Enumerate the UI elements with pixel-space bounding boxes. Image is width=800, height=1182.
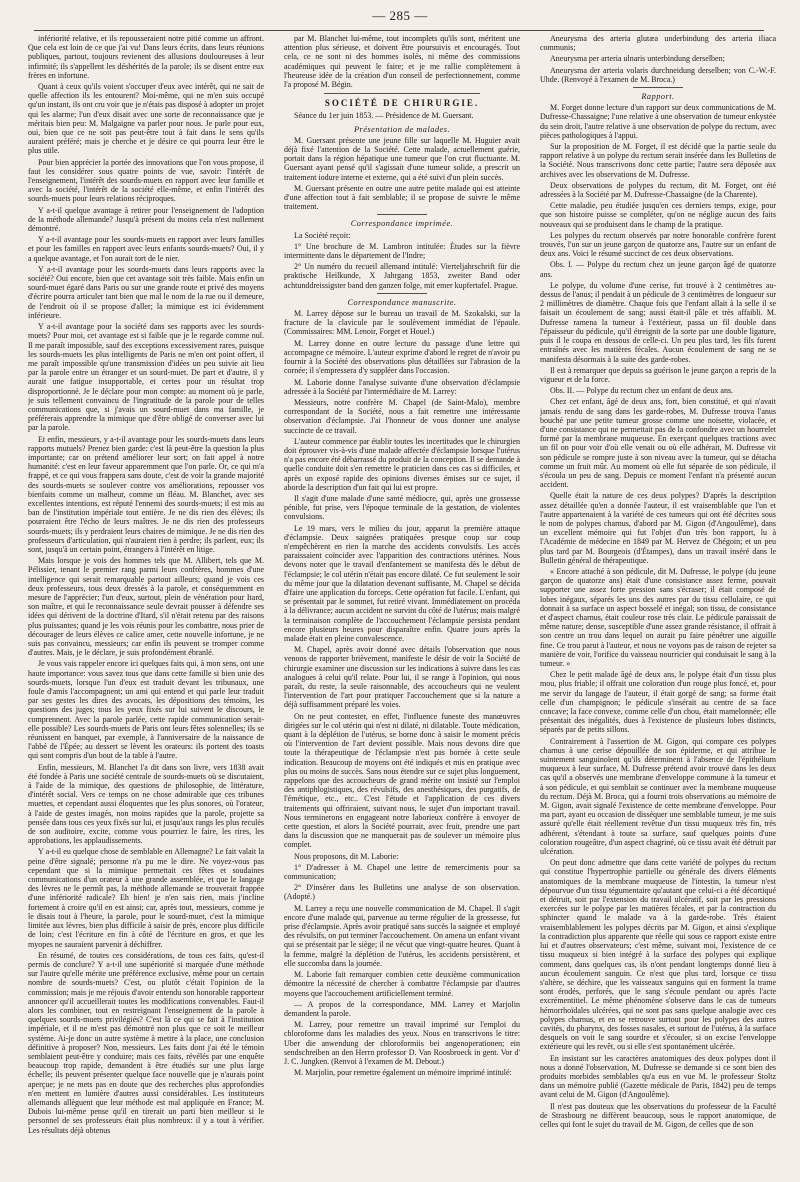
report-paragraphs xyxy=(540,103,776,1129)
paragraph: Pour bien apprécier la portée des innovations que l'on vous propose, il faut les considérer sous quatre points de vue, savoir: l'intérêt de l'enseignement, l'intérêt des sourds-muets en rapport avec leur famille et avec la société, l'intérêt de la société elle-même, et enfin l'intérêt des sourds-muets pour leurs relations réciproques. xyxy=(28,157,264,204)
column-3 xyxy=(540,34,776,1174)
column-2 xyxy=(284,34,520,1174)
paragraph: 1° Une brochure de M. Lambron intitulée: Études sur la fièvre intermittente dans le département de l'Indre; xyxy=(284,241,520,261)
manuscript-correspondence-paragraphs xyxy=(284,309,520,1077)
paragraph: La Société reçoit: xyxy=(294,230,351,240)
paragraph: 1° D'adresser à M. Chapel une lettre de remerciments pour sa communication; xyxy=(284,862,520,882)
paragraph: M. Marjolin, pour remettre également un mémoire imprimé intitulé: xyxy=(294,1068,512,1078)
paragraph: Sur la proposition de M. Forget, il est décidé que la partie seule du rapport relative à un polype du rectum serait insérée dans les Bulletins de la Société. Nous transcrivons donc cette partie; l'autre sera déposée aux archives avec les observations de M. Dufresse. xyxy=(540,142,776,179)
paragraph: M. Larrey dépose sur le bureau un travail de M. Szokalski, sur la fracture de la clavicule par le soulèvement immédiat de l'épaule. (Commissaires: MM. Lenoir, Forget et Houel.) xyxy=(284,309,520,337)
paragraph: Il est à remarquer que depuis sa guérison le jeune garçon a repris de la vigueur et de la force. xyxy=(540,365,776,384)
paragraph: M. Guersant présente une jeune fille sur laquelle M. Huguier avait déjà fixé l'attention de la Société. Cette malade, actuellement guérie, portait dans la région hépatique une tumeur que l'on crut fluctuante. M. Guersant ayant pensé qu'il s'agissait d'une tumeur solide, a prescrit un traitement iodure interne et externe, qui a été suivi d'un plein succès. xyxy=(284,135,520,182)
paragraph: Contrairement à l'assertion de M. Gigon, qui compare ces polypes charnus à une cerise dépouillée de son épiderme, et qui attribue le suintement sanguinolent qu'ils déterminent à l'absence de l'épithélium muqueux à leur surface, M. Dufresse prétend avoir trouvé dans les deux cas qu'il a observés une membrane d'enveloppe commune à la tumeur et à son pédicule, et qui semblait se continuer avec la membrane muqueuse du rectum. Déjà M. Broca, qui a fourni trois observations au mémoire de M. Gigon, avait signalé l'existence de cette membrane d'enveloppe. Pour ma part, ayant eu occasion de disséquer une semblable tumeur, je me suis assuré qu'elle était réellement revêtue d'un tissu muqueux très fin, très adhérent, s'étendant à toute sa surface, sauf quelques points d'une coloration rougeâtre, d'un aspect chagriné, où ce tissu avait été détruit par ulcération. xyxy=(540,736,776,857)
section-title: SOCIÉTÉ DE CHIRURGIE. xyxy=(324,98,480,109)
paragraph: 2° D'insérer dans les Bulletins une analyse de son observation. (Adopté.) xyxy=(284,883,520,902)
paragraph: Aneurysma des arteria glutæa underbindung des arteria iliaca communis; xyxy=(540,34,776,53)
paragraph: Aneurysma der arteria volaris durchneidung derselben; von C.-W.-F. Uhde. (Renvoyé à l'examen de M. Broca.) xyxy=(540,65,776,84)
subheading-presentation: Présentation de malades. xyxy=(353,124,451,134)
paragraph: Obs. I. — Polype du rectum chez un jeune garçon âgé de quatorze ans. xyxy=(540,260,776,279)
paragraph: M. Larrey donne en outre lecture du passage d'une lettre qui accompagne ce mémoire. L'auteur exprime d'abord le regret de n'avoir pu fournir à la Société des observations plus détaillées sur l'abrasion de la cornée; il s'empressera d'y suppléer dans l'occasion. xyxy=(284,338,520,376)
paragraph: En résumé, de toutes ces considérations, de tous ces faits, qu'est-il permis de conclure? Y a-t-il une supériorité si marquée d'une méthode sur l'autre qu'elle mérite une préférence exclusive, même pour un certain nombre de sourds-muets? C'est, ou plutôt c'était l'opinion de la commission; mais je me réjouis d'avoir entendu son honorable rapporteur annoncer qu'il accueillerait toutes les modifications convenables. Faut-il alors les combiner, tout en restreignant l'enseignement de la parole à quelques sourds-muets privilégiés? C'est là ce qui se fait à l'institution impériale, et il ne m'est pas démontré non plus que ce soit le meilleur système. Ai-je donc un autre système à mettre à la place, une conclusion définitive à proposer? Non, messieurs. Les faits dont j'ai été le témoin semblaient peut-être y conduire; mais ces faits, révélés par une enquête beaucoup trop rapide, demandent à être étudiés sur une plus large échelle; ils peuvent présenter quelque face nouvelle que je n'aurais point aperçue; je ne mets pas en doute que des recherches plus approfondies n'en mettent en lumière d'autres aussi considérables. Les instituteurs allemands allèguent que leur méthode est mal appliquée en France; M. Dubois lui-même pense qu'il en tirerait un parti bien meilleur si le personnel de ses professeurs était plus nombreux: il y a tout à vérifier. Les résultats déjà obtenus xyxy=(28,950,264,1135)
section-divider xyxy=(324,93,480,94)
page-number: — 285 — xyxy=(372,8,428,23)
subheading-report: Rapport. xyxy=(641,92,675,102)
paragraph: Chez le petit malade âgé de deux ans, le polype était d'un tissu plus mou, plus friable; il offrait une coloration d'un rouge plus foncé, et, pour me servir du langage de l'auteur, il était gorgé de sang; sa forme était celle d'un champignon; le pédicule s'insérait au centre de sa face concave; la face convexe, comme celle d'un chou, était mamelonnée; elle présentait des inégalités, dues à l'existence de plusieurs lobes distincts, séparés par de petits sillons. xyxy=(540,670,776,735)
paragraph: Le 19 mars, vers le milieu du jour, apparut la première attaque d'éclampsie. Deux saignées pratiquées presque coup sur coup n'empêchèrent en rien la marche des accidents convulsifs. Les accès paraissaient coïncider avec l'apparition des contractions utérines. Nous devons noter que le travail d'enfantement se manifesta dès le début de l'éclampsie; le col utérin n'était pas encore dilaté. Ce fut seulement le soir du même jour que la dilatation devenant suffisante, M. Chapel se décida d'faire une application du forceps. Cette opération fut facile. L'enfant, qui se présentait par le sommet, fut retiré vivant. Immédiatement on procéda à la délivrance; aucun accident ne survint du côté de l'utérus; mais malgré la terminaison complète de l'accouchement l'éclampsie persista pendant encore plusieurs heures pour disparaître enfin. Quatre jours après la malade était en pleine convalescence. xyxy=(284,523,520,643)
paragraph: M. Forget donne lecture d'un rapport sur deux communications de M. Dufresse-Chassaigne; l'une relative à une observation de tumeur enkystée du sein droit, l'autre relative à une observation de polype du rectum, avec pièces pathologiques à l'appui. xyxy=(540,103,776,140)
paragraph: Nous proposons, dit M. Laborie: xyxy=(294,851,399,861)
column-1 xyxy=(28,34,264,1174)
column-2-intro: par M. Blanchet lui-même, tout incomplets qu'ils sont, méritent une attention plus sérieuse, et doivent être poursuivis et encouragés. Tout cela, ce ne sont ni des hommes isolés, ni même des commissions académiques qui peuvent le faire; et je me rallie complètement à l'heureuse idée de la création d'un conseil de perfectionnement, comme l'a proposé M. Bégin. xyxy=(284,34,520,90)
text-columns xyxy=(28,34,776,1174)
paragraph: Le polype, du volume d'une cerise, fut trouvé à 2 centimètres au-dessus de l'anus; il pendait à un pédicule de 3 centimètres de longueur sur 2 millimètres de diamètre. Chaque fois que l'enfant allait à la selle il se faisait un écoulement de sang; aussi était-il pâle et très affaibli. M. Dufresse ramena la tumeur à l'extérieur, passa un fil double dans l'épaisseur du pédicule, qu'il étreignit de la sorte par une double ligature, puis il le coupa en dessous de celle-ci. Un peu plus tard, les fils furent entraînés avec les matières fécales. Aucun écoulement de sang ne se manifesta désormais à la suite des garde-robes. xyxy=(540,280,776,364)
paragraph: Quelle était la nature de ces deux polypes? D'après la description assez détaillée qu'en a donnée l'auteur, il est vraisemblable que l'un et l'autre appartenaient à la variété de ces tumeurs qui ont été décrites sous le nom de polypes charnus, d'abord par M. Gigon (d'Angoulême), dans un excellent mémoire qui fut l'objet d'un très bon rapport, lu à l'Académie de médecine en 1849 par M. Hervez de Chégoin; et un peu plus tard par M. Bourgeois (d'Étampes), dans un travail inséré dans le Bulletin général de thérapeutique. xyxy=(540,491,776,565)
page-header xyxy=(0,8,800,28)
paragraph: Y a-t-il avantage pour la société dans ses rapports avec les sourds-muets? Pour moi, cet avantage est si faible que je le regarde comme nul. Il me paraît impossible, sauf des exceptions excessivement rares, puisque les sourds-muets les plus intelligents de Paris ne m'en ont point offert, il me paraît impossible qu'une transmission d'idées un peu suivie ait lieu par la parole entre un étranger et un sourd-muet. De part et d'autre, il y aurait une fatigue insupportable, et certes pour un résultat trop disproportionné. Je le déclare pour mon compte: au moment où je parle, je suis tellement convaincu de l'ingratitude de la parole pour de telles communications que, si j'avais un sourd-muet dans ma famille, je préférerais apprendre la mimique que d'être obligé de converser avec lui par la parole. xyxy=(28,322,264,433)
paragraph: Y a-t-il quelque avantage à retirer pour l'enseignement de l'adoption de la méthode allemande? Jusqu'à présent du moins cela n'est nullement démontré. xyxy=(28,205,264,234)
column-3-intro xyxy=(540,34,776,84)
paragraph: M. Laborie donne l'analyse suivante d'une observation d'éclampsie adressée à la Société par l'intermédiaire de M. Larrey: xyxy=(284,377,520,396)
paragraph: Y a-t-il avantage pour les sourds-muets en rapport avec leurs familles et pour les familles en rapport avec leurs enfants sourds-muets? Oui, il y a quelque avantage, et l'on aurait tort de le nier. xyxy=(28,235,264,263)
paragraph: Chez cet enfant, âgé de deux ans, fort, bien constitué, et qui n'avait jamais rendu de sang dans les garde-robes, M. Dufresse trouva l'anus bouché par une petite tumeur grosse comme une noisette, violacée, et d'une consistance qui ne permettait pas de la confondre avec un hourrelet formé par la membrane muqueuse. En exerçant quelques tractions avec un fil on pour voir d'où elle venait ou où elle adhérait, M. Dufresse vit son pédicule se rompre juste à son niveau avec la tumeur, qui se détacha comme un fruit mûr. Au moment où elle fut séparée de son pédicule, il s'écoula un peu de sang. Depuis ce moment l'enfant n'a présenté aucun accident. xyxy=(540,397,776,490)
divider-short xyxy=(377,214,427,215)
paragraph: Il n'est pas douteux que les observations du professeur de la Faculté de Strasbourg ne diffèrent beaucoup, sous le rapport anatomique, de celles qui font le sujet du travail de M. Gigon, de celles que de son xyxy=(540,1101,776,1129)
paragraph: Y a-t-il avantage pour les sourds-muets dans leurs rapports avec la société? Oui encore, bien que cet avantage soit très faible. Mais enfin un sourd-muet égaré dans Paris ou sur une grande route et privé des moyens d'écrire pourra articuler tant bien que mal le nom de la rue ou il demeure, de l'endroit où il se propose d'aller; la mimique est ici évidemment inférieure. xyxy=(28,264,264,320)
paragraph: Messieurs, notre confrère M. Chapel (de Saint-Malo), membre correspondant de la Société, nous a fait remettre une intéressante observation d'éclampsie. J'ai l'honneur de vous donner une analyse succincte de ce travail. xyxy=(284,397,520,435)
printed-correspondence-paragraphs xyxy=(284,231,520,290)
paragraph: « Encore attaché à son pédicule, dit M. Dufresse, le polype (du jeune garçon de quatorze ans) était d'une consistance assez ferme, pouvait supporter une assez forte pression sans s'écraser; il était composé de lobes inégaux, séparés les uns des autres par du tissu cellulaire, ce qui donnait à sa surface un aspect bosselé et inégal; son tissu, de consistance et d'aspect charnus, était couleur rose très clair. Le pédicule paraissait de même nature; dense, susceptible d'une assez grande résistance, il offrait à son centre un trou dans lequel on aurait pu faire pénétrer une aiguille fine. Ce trou parut à l'auteur, et nous ne voyons pas de raison de rejeter sa manière de voir, l'orifice du vaisseau nourricier qui conduisait le sang à la tumeur. » xyxy=(540,566,776,668)
paragraph: Mais lorsque je vois des hommes tels que M. Allibert, tels que M. Pélissier, tenant le premier rang parmi leurs confrères, hommes d'une intelligence qui serait remarquable partout ailleurs; quand je vois ces deux professeurs, tous deux dressés à la parole, et conséquemment en mesure de l'apprécier; l'un d'eux, surtout, plein de vénération pour Itard, son maître, et qui le reconnaissance seule devrait pousser à défendre ses idées qui dérivent de la doctrine d'Itard, s'il n'était retenu par des raisons plus puissantes; quand je les vois réunis pour les combattre, nous prier de décourager de leurs élèves ce calice amer, cette nouvelle infortune, je ne suis pas convaincu, messieurs; car enfin ils peuvent se tromper comme d'autres. Mais, je le déclare, je suis profondément ébranlé. xyxy=(28,556,264,658)
paragraph: En insistant sur les caractères anatomiques des deux polypes dont il nous a donné l'observation, M. Dufresse se demande si ce sont bien des produits morbides semblables qu'a eus en vue M. le professeur Stoltz dans un mémoire publié (Gazette médicale de Paris, 1842) peu de temps avant celui de M. Gigon (d'Angoulême). xyxy=(540,1053,776,1100)
session-line: Séance du 1er juin 1853. — Présidence de M. Guersant. xyxy=(294,111,474,121)
subheading-printed-correspondence: Correspondance imprimée. xyxy=(350,219,454,229)
divider-short xyxy=(377,293,427,294)
presentation-paragraphs xyxy=(284,136,520,212)
paragraph: Obs. II. — Polype du rectum chez un enfant de deux ans. xyxy=(550,386,734,396)
paragraph: M. Chapel, après avoir donné avec détails l'observation que nous venons de rapporter brièvement, manifeste le désir de voir la Société de chirurgie examiner une discussion sur les indications à suivre dans les cas analogues à celui qu'il relate. Pour lui, il se range à l'opinion, qui nous paraît, du reste, la seule raisonnable, des accoucheurs qui ne veulent l'intervention de l'art pour pratiquer l'accouchement que si la nature a déjà suffisamment préparé les voies. xyxy=(284,645,520,710)
paragraph: — A propos de la correspondance, MM. Larrey et Marjolin demandent la parole. xyxy=(284,999,520,1018)
header-rule xyxy=(34,30,764,31)
paragraph: Quant à ceux qu'ils voient s'occuper d'eux avec intérêt, qui ne sait de quelle affection ils les entourent? Moi-même, qui ne m'en suis occupé qu'un instant, ils ont cru voir que je n'étais pas disposé à adopter un projet qui les alarme; l'un d'eux disait avec une sorte de reconnaissance que je méritais bien peu: M. Malgaigne va parler pour nous. Je parle pour eux, oui, bien que ce ne soit pas peut-être tout à fait dans le sens qu'ils auraient préféré; mais je cherche et je désire ce qui pourra leur être le plus utile. xyxy=(28,82,264,156)
paragraph: infériorité relative, et ils repousseraient notre pitié comme un affront. Que cela est loin de ce que j'ai vu! Dans leurs écrits, dans leurs réunions publiques, partout, toujours revienent des allusions douloureuses à leur infirmité; ils s'appellent les déshérités de la parole; ils se disent entre eux frères en infortune. xyxy=(28,34,264,80)
paragraph: Aneurysma per arteria ulnaris unterbindung derselben; xyxy=(550,54,725,64)
divider-short xyxy=(633,87,683,88)
paragraph: Deux observations de polypes du rectum, dit M. Forget, ont été adressées à la Société par M. Dufresse-Chassaigne (de la Charente). xyxy=(540,180,776,200)
paragraph: Les polypes du rectum observés par notre honorable confrère furent trouvés, l'un sur un jeune garçon de quatorze ans, l'autre sur un enfant de deux ans. Voici le résumé succinct de ces deux observations. xyxy=(540,230,776,259)
paragraph: On peut donc admettre que dans cette variété de polypes du rectum qui constitue l'hypertrophie partielle ou générale des divers éléments anatomiques de la membrane muqueuse de l'intestin, la tumeur n'est dépourvue d'un tissu tégumentaire qu'autant que celui-ci a été décortiqué et détruit, soit par l'extension du travail ulcératif, soit par les pressions exercées sur le polype par les matières fécales, et par la contraction du sphincter quand le malade va à la garde-robe. Très étaient vraisemblablement les polypes décrits par M. Gigon, et ainsi s'explique la contradiction plus apparente que réelle qui sous ce rapport existe entre lui et d'autres observateurs; c'est même, suivant moi, l'existence de ce tissu muqueux si bien intégré à la surface des polypes qui explique comment, dans quelques cas, ils n'ont pendant longtemps donné lieu à aucun écoulement sanguin. Ce n'est que plus tard, lorsque ce tissu s'altère, se déchire, que les vaisseaux sanguins qui en forment la trame sont érodés, perforés, que le sang s'écoule pendant ou après l'acte excrémentitiel. Le même phénomène s'observe dans le cas de tumeurs hémorrhoïdales ulcérées, qui ne sont pas sans quelque analogie avec ces polypes charnus, et en se retrouve surtout pour les polypes des autres cavités, du pharynx, des fosses nasales, et surtout de l'utérus, à la surface desquels on voit le sang sourdre et s'écouler, si on excise l'enveloppe extérieure qui les revêt, ou si elle s'est spontanément ulcérée. xyxy=(540,858,776,1052)
paragraph: Il s'agit d'une malade d'une santé médiocre, qui, après une grossesse pénible, fut prise, vers l'époque terminale de la gestation, de violentes convulsions. xyxy=(284,493,520,522)
paragraph: Je vous vais rappeler encore ici quelques faits qui, à mon sens, ont une haute importance: vous savez tous que dans cette famille si bien unie des sourds-muets, lorsque l'un d'eux est traduit devant les tribunaux, une foule d'amis l'accompagnent; un ami qui entend et qui parle leur traduit par ses gestes les dires des avocats, les dépositions des témoins, les questions des juges; tous les yeux fixés sur lui suivent le discours, le comprennent. Avec la parole parlée, cette rapide communication serait-elle possible? Les sourds-muets de Paris ont leurs fêtes solennelles; ils se réunissent en banquet, par exemple, à l'anniversaire de la naissance de l'abbé de l'Épée; au dessert se lèvent les orateurs: ils portent des toasts qui sont compris d'un bout de la table à l'autre. xyxy=(28,659,264,761)
paragraph: Cette maladie, peu étudiée jusqu'en ces derniers temps, exige, pour que son histoire puisse se compléter, qu'on ne néglige aucun des faits nouveaux qui se produisent dans le champ de la pratique. xyxy=(540,201,776,229)
paragraph: 2° Un numéro du recueil allemand intitulé: Vierteljahrschrift für die praktische Heilkunde, X Jahrgang 1853, zweiter Band oder achtunddreissigster band den ganzen folge, mit emer kupfertafel. Prague. xyxy=(284,262,520,290)
paragraph: M. Laborie fait remarquer combien cette deuxième communication démontre la nécessité de chercher à combattre l'éclampsie par d'autres moyens que l'accouchement artificiellement terminé. xyxy=(284,970,520,998)
paragraph: M. Guersant présente en outre une autre petite malade qui est atteinte d'une affection tout à fait semblable; il se propose de suivre le même traitement. xyxy=(284,183,520,212)
paragraph: L'auteur commence par établir toutes les incertitudes que le chirurgien doit éprouver vis-à-vis d'une malade affectée d'éclampsie lorsque l'utérus n'a pas encore été débarrassé du produit de la conception. Il se demande à quelle conduite doit s'en remettre le praticien dans ces cas si difficiles, et après un exposé rapide des opinions diverses émises sur ce sujet, il aborde la description d'un fait qui lui est propre. xyxy=(284,436,520,492)
paragraph: M. Larrey a reçu une nouvelle communication de M. Chapel. Il s'agit encore d'une malade qui, parvenue au terme régulier de la grossesse, fut prise d'éclampsie. Après avoir pratiqué sans succès la saignée et employé des révulsifs, on put terminer l'accouchement. On amena un enfant vivant qui se présentait par le siège; il ne vécut que vingt-quatre heures. Quant à la femme, malgré la déplétion de l'utérus, les accidents persistèrent, et elle succomba dans la journée. xyxy=(284,903,520,968)
paragraph: M. Larrey, pour remettre un travail imprimé sur l'emploi du chloroforme dans les maladies des yeux. Nous en transcrivons le titre: Uber die anwendung der chloroformiis bei angenoperationen; ein sendschreiben an den Herrn professor D. Van Roosbroeck in gent. Vor d' J. C. Jungken. (Renvoi à l'examen de M. Debout.) xyxy=(284,1020,520,1066)
paragraph: Enfin, messieurs, M. Blanchet l'a dit dans son livre, vers 1838 avait été fondée à Paris une société centrale de sourds-muets où se discutaient, à l'aide de la mimique, des questions de philosophie, de littérature, d'intérêt social. Vers ce temps on ne chose admirable que ces tribunes muettes, et cependant aussi éloquentes que les plus sonores, où l'orateur, à l'aide de gestes imagés, non moins rapides que la parole, projette sa pensée dans tous ces yeux fixés sur lui, et jusqu'aux rangs les plus reculés de son auditoire, excite, comme vous pourriez le faire, les rires, les approbations, les applaudissements. xyxy=(28,762,264,846)
paragraph: Y a-t-il eu quelque chose de semblable en Allemagne? Le fait valait la peine d'être signalé; personne n'a pu me le dire. Ne voyez-vous pas cependant que si la mimique permettait ces fêtes et soudaines communications d'un orateur à une grande assemblée, et que le langage des lèvres ne le permît pas, la méthode allemande se trouverait frappée d'une infériorité radicale? Eh bien! je n'en sais rien, mais j'incline fortement à croire qu'il en est ainsi; car, après tout, messieurs, comme je le disais tout à l'heure, la parole, pour le sourd-muet, c'est la mimique limitée aux lèvres, bien plus difficile à saisir de près, encore plus difficile de loin; c'est l'écriture en fin à côté de l'écriture en gros, et que les myopes ne sauraient parvenir à déchiffrer. xyxy=(28,847,264,949)
subheading-manuscript-correspondence: Correspondance manuscrite. xyxy=(347,297,457,307)
paragraph: Et enfin, messieurs, y a-t-il avantage pour les sourds-muets dans leurs rapports mutuels? Prenez bien garde: c'est là peut-être la question la plus importante; car on prétend améliorer leur sort; on fait appel à notre humanité: c'est en leur faveur apparemment que l'on parle. Or, ce qui m'a frappé, et ce qui vous frappera sans doute, c'est de voir la grande majorité des sourds-muets se soulever contre vos améliorations, repousser vos bienfaits comme un malheur, comme un fléau. M. Blanchet, avec ses excellentes intentions, est réputé l'ennemi des sourds-muets; il est mis au ban de l'institution impériale tout entière. Je ne dis rien des élèves; ils pourraient être l'écho de leurs maîtres. Je ne dis rien des professeurs sourds-muets; ils y perdraient leurs chaires de mimique. Je ne dis rien des professeurs d'articulation, qui n'auraient rien à perdre; ils parlent, eux; ils sont, jusqu'à un certain point, étrangers à l'intérêt en litige. xyxy=(28,434,264,554)
paragraph: On ne peut contester, en effet, l'influence funeste des manœuvres dirigées sur le col utérin qui n'est ni dilaté, ni dilatable. Toute médication, quant à la déplétion de l'utérus, se borne donc à saisir le moment précis où l'intervention de l'art devient possible. Mais nous devons dire que toute la thérapeutique de l'éclampsie n'est pas bornée à cette seule indication. Beaucoup de moyens ont été indiqués et mis en pratique avec plus ou moins de succès. Sans nous étendre sur ce sujet plus longuement, rappelons que des accoucheurs de grand mérite ont insisté sur l'emploi des antiphlogistiques, des révulsifs, des anesthésiques, des purgatifs, de l'émétique, etc., etc.. C'est l'étude et l'application de ces divers traitements qui offriraient, suivant nous, le sujet d'un important travail. Nous terminerons en engageant notre laborieux confrère à envoyer de cette question, et alors la Société pourrait, avec fruit, prendre une part dans la discussion que ne manquerait pas de soulever un mémoire plus complet. xyxy=(284,711,520,850)
